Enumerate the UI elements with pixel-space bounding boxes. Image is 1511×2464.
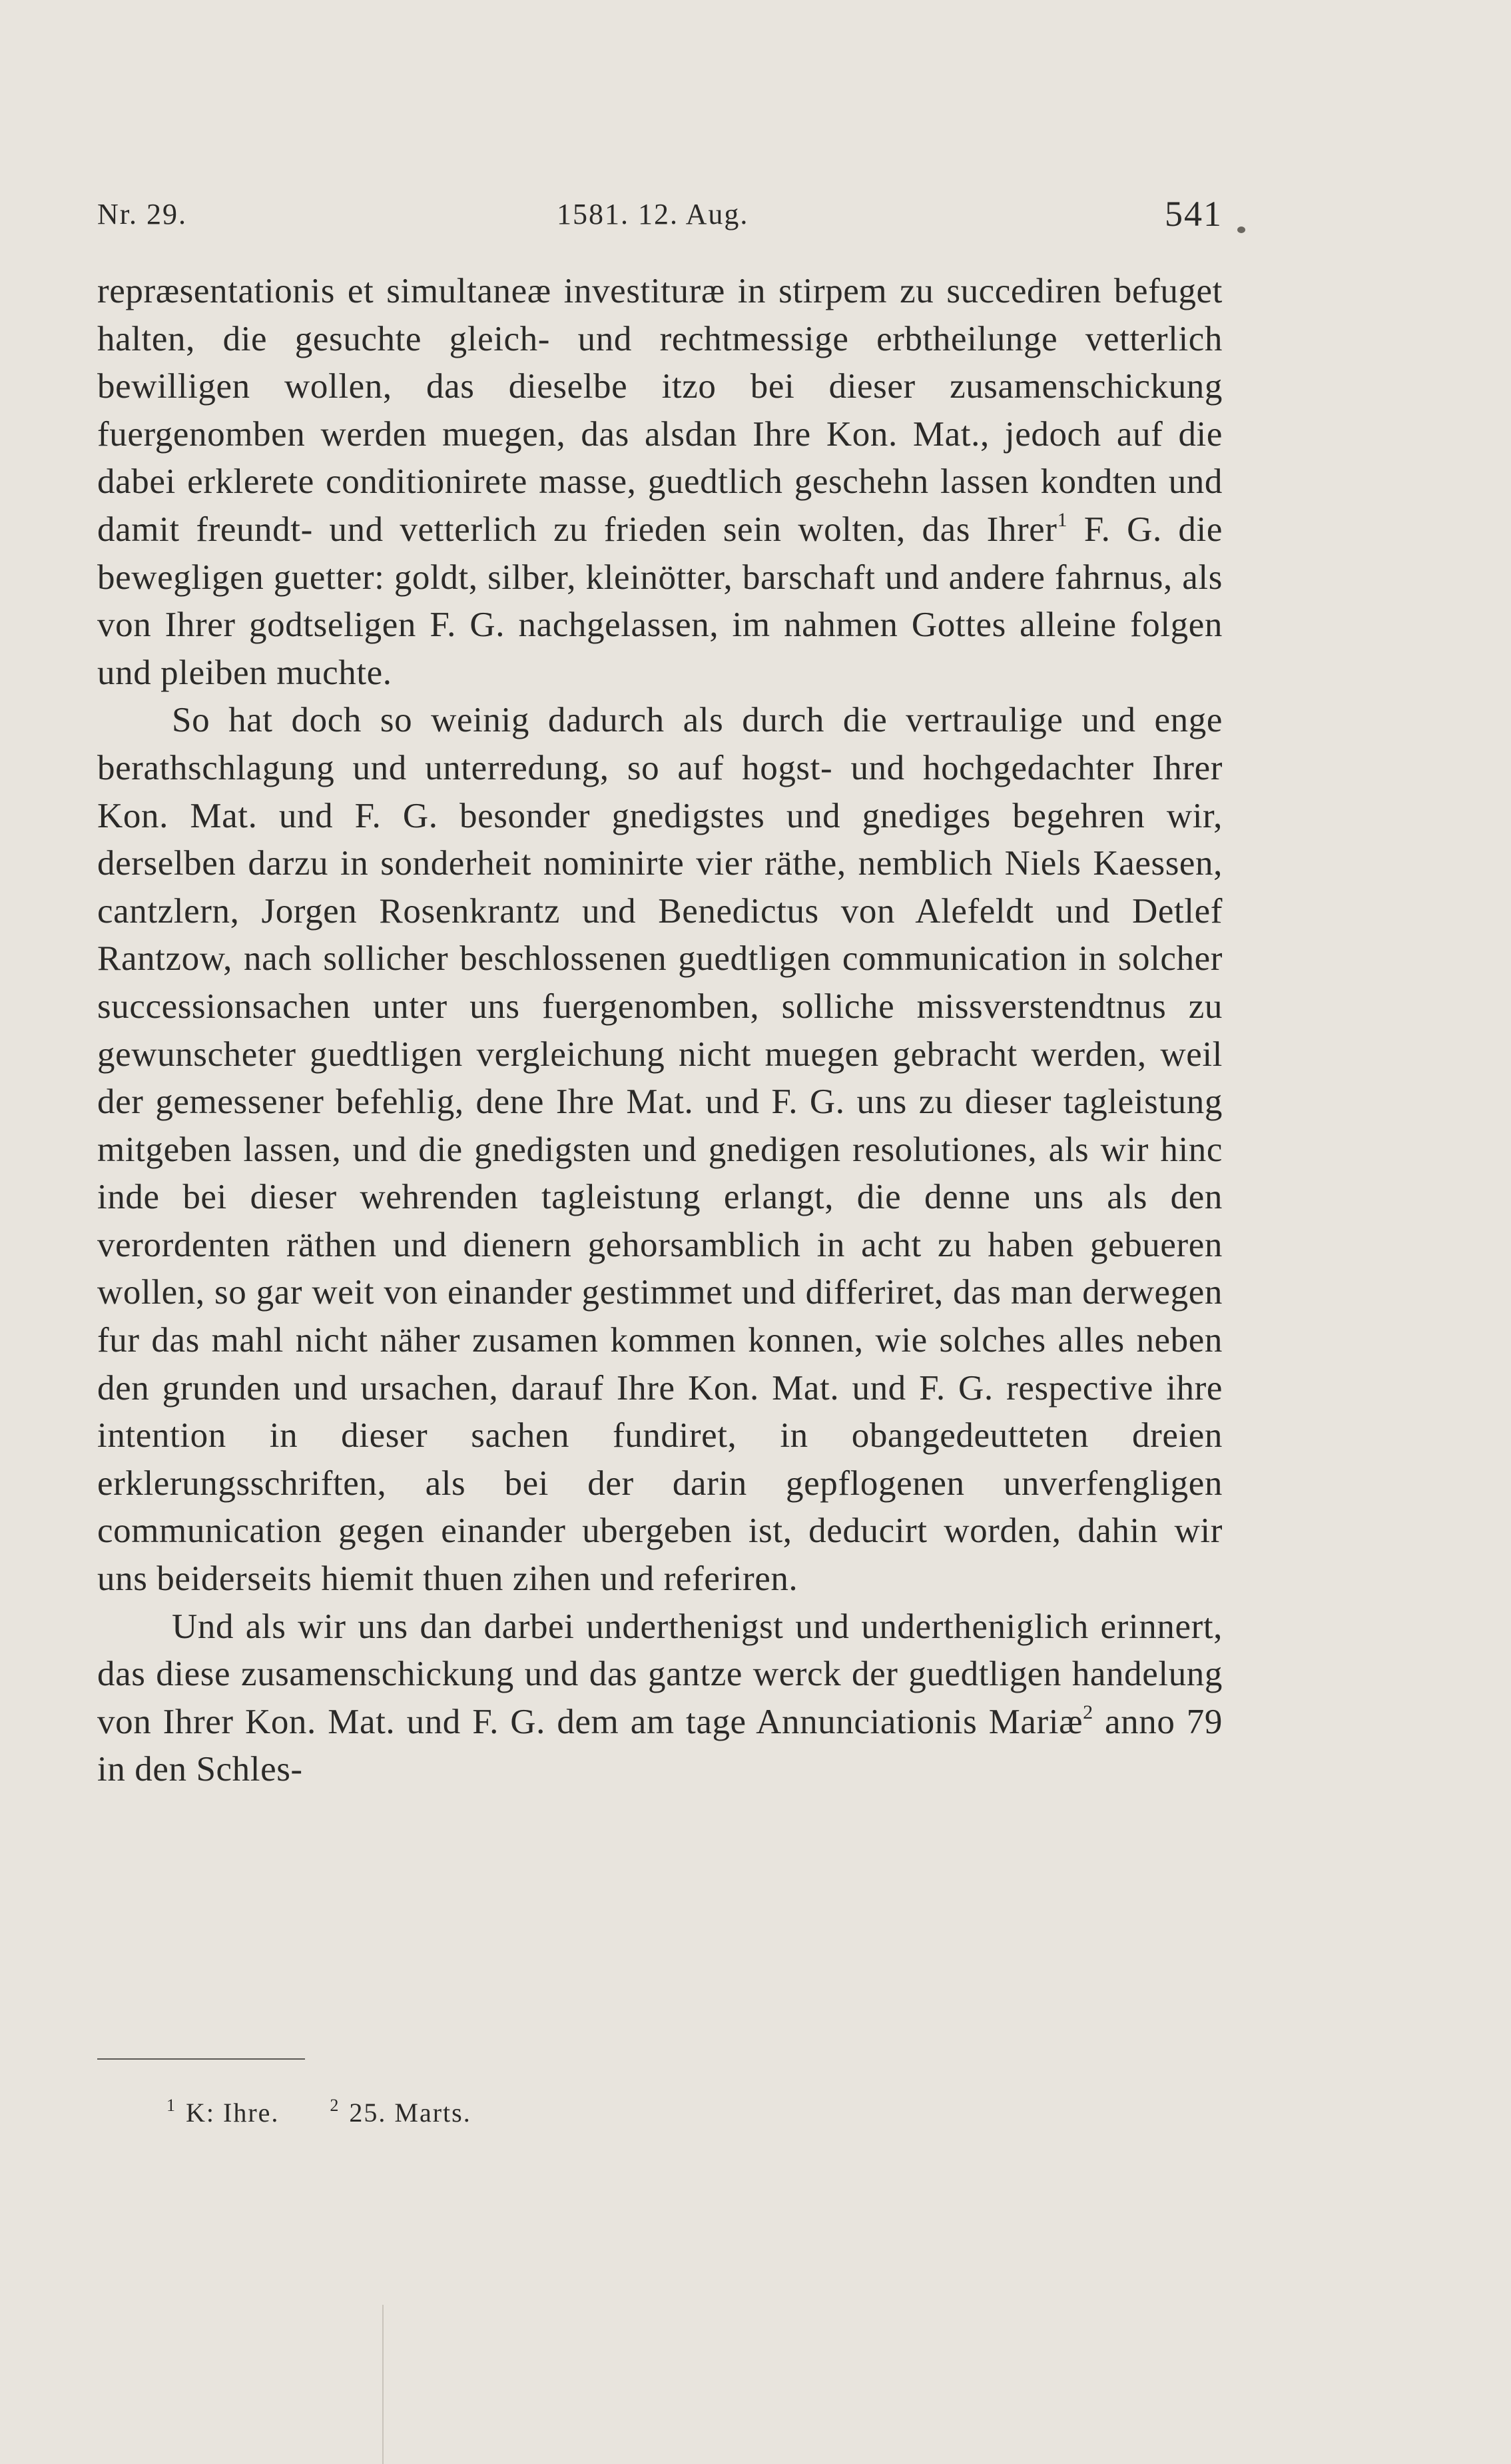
paragraph-text: So hat doch so weinig dadurch als durch die vertraulige und enge berathschlagung und unterredung, so auf hogst- und hochgedachter Ihrer Kon. Mat. und F. G. besonder gnedigstes und gnediges begehren wir, derselben darzu in sonderheit nominirte vier räthe, nemblich Niels Kaessen, cantzlern, Jorgen Rosenkrantz und Benedictus von Alefeldt und Detlef Rantzow, nach sollicher beschlossenen guedtligen communication in solcher successionsachen unter uns fuergenomben, solliche missverstendtnus zu gewunscheter guedtligen vergleichung nicht muegen gebracht werden, weil der gemessener befehlig, dene Ihre Mat. und F. G. uns zu dieser tagleistung mitgeben lassen, und die gnedigsten und gnedigen resolutiones, als wir hinc inde bei dieser wehrenden tagleistung erlangt, die denne uns als den verordenten räthen und dienern gehorsamblich in acht zu haben gebueren wollen, so gar weit von einander gestimmet und differiret, das man derwegen fur das mahl nicht näher zusamen kommen konnen, wie solches alles neben den grunden und ursachen, darauf Ihre Kon. Mat. und F. G. respective ihre intention in dieser sachen fundiret, in obangedeutteten dreien erklerungsschriften, als bei der darin gepflogenen unverfengligen communication gegen einander ubergeben ist, deducirt worden, dahin wir uns beiderseits hiemit thuen zihen und referiren. [97,701,1223,1599]
page-number: 541 [1165,194,1223,234]
document-number: Nr. 29. [97,198,187,230]
footnote-reference: 1 [1057,508,1068,531]
body-text [97,268,1223,1794]
footnote-mark: 2 [330,2096,340,2115]
paragraph [97,697,1223,1603]
paragraph [97,268,1223,697]
paragraph [97,1603,1223,1794]
footnote-2 [330,2098,471,2128]
document-date: 1581. 12. Aug. [557,198,749,230]
print-speck [1237,226,1245,233]
footnote-mark: 1 [166,2096,176,2115]
footnote-text: K: Ihre. [186,2098,280,2128]
footnote-text: 25. Marts. [349,2098,471,2128]
running-head [97,193,1223,240]
paragraph-text: Und als wir uns dan darbei underthenigst und undertheniglich erinnert, das diese zusamenschickung und das gantze werck der guedtligen handelung von Ihrer Kon. Mat. und F. G. dem am tage Annunciationis Mariæ [97,1607,1223,1741]
footnote-rule [97,2058,305,2060]
scan-fold-mark [382,2305,384,2464]
paragraph-text: anno 79 in den Schles- [97,1702,1223,1789]
paragraph-text: F. G. die bewegligen guetter: goldt, silber, kleinötter, barschaft und andere fahrnus, als von Ihrer godtseligen F. G. nachgelassen, im nahmen Gottes alleine folgen und pleiben muchte. [97,510,1223,692]
footnote-reference: 2 [1083,1701,1093,1723]
footnotes [166,2096,471,2128]
paragraph-text: repræsentationis et simultaneæ investituræ in stirpem zu succediren befuget halten, die gesuchte gleich- und rechtmessige erbtheilunge vetterlich bewilligen wollen, das dieselbe itzo bei dieser zusamenschickung fuergenomben werden muegen, das alsdan Ihre Kon. Mat., jedoch auf die dabei erklerete conditionirete masse, guedtlich geschehn lassen kondten und damit freundt- und vetterlich zu frieden sein wolten, das Ihrer [97,272,1223,549]
footnote-1 [166,2098,279,2128]
